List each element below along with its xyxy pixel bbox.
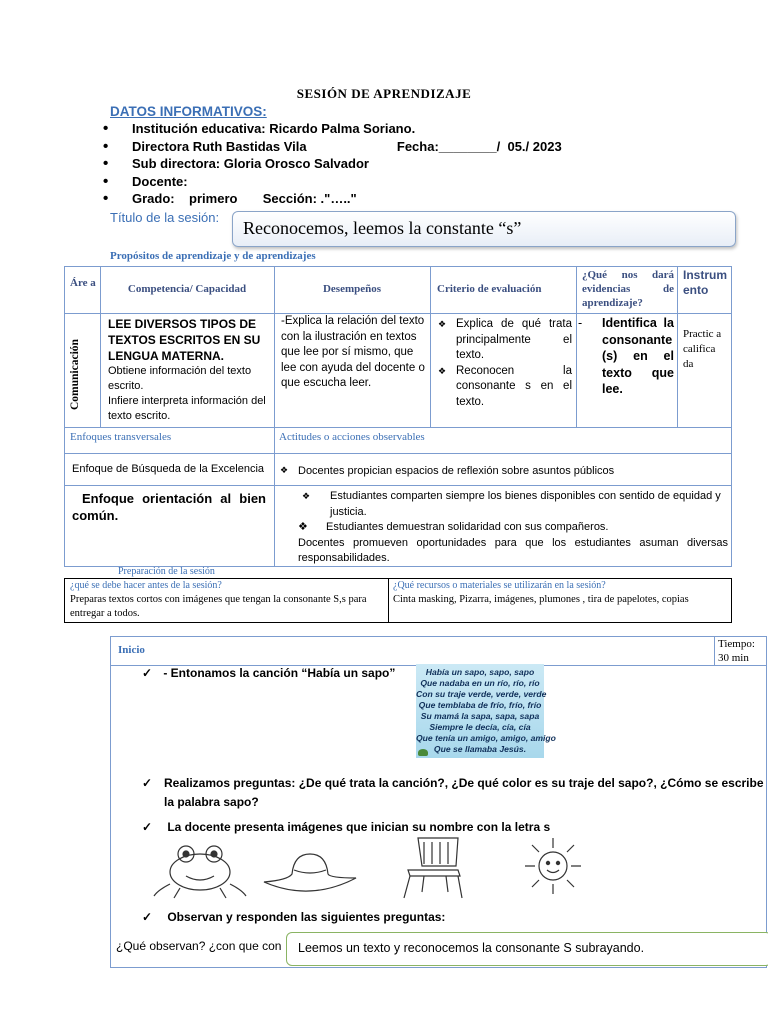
checkmark-icon: ✓ — [142, 666, 153, 680]
chair-icon — [398, 834, 468, 900]
diamond-bullet-icon: ❖ — [298, 521, 308, 533]
criterio-2: Reconocen la consonante s en el texto. — [456, 364, 572, 408]
datos-heading: DATOS INFORMATIVOS: — [110, 104, 267, 119]
frog-icon — [418, 749, 428, 756]
evidencia-cell: - Identifica la consonante (s) en el texto que lee. — [578, 316, 674, 396]
evidencia-text: Identifica la consonante (s) en el texto que lee. — [602, 316, 674, 396]
song-line: Que se llamaba Jesús. — [433, 744, 527, 754]
preparacion-a1: Preparas textos cortos con imágenes que tengan la consonante S,s para entregar a todos. — [70, 594, 367, 619]
criterio-cell — [438, 317, 572, 410]
header-area: Áre a — [70, 277, 96, 289]
header-criterio: Criterio de evaluación — [437, 283, 542, 295]
song-line: Con su traje verde, verde, verde — [416, 689, 547, 699]
song-line: Que temblaba de frío, frío, frío — [418, 700, 542, 710]
step-1: ✓ - Entonamos la canción “Había un sapo” — [142, 666, 396, 680]
enfoque-bien-comun-actions: ❖ Estudiantes comparten siempre los bienes disponibles con sentido de equidad y justicia. ❖ Estudiantes demuestran solidaridad con sus compañeros. Docentes promueven oportunidades para que los estudiantes asuman diversas responsabilidades. — [298, 490, 728, 564]
step-2: ✓ Realizamos preguntas: ¿De qué trata la canción?, ¿De qué color es su traje del sapo?, ¿Cómo se escribe la palabra sapo? — [142, 774, 768, 812]
checkmark-icon: ✓ — [142, 776, 153, 790]
competencia-title: LEE DIVERSOS TIPOS DE TEXTOS ESCRITOS EN SU LENGUA MATERNA. — [108, 317, 261, 363]
diamond-bullet-icon: ❖ — [280, 465, 289, 475]
capacidad-1: Obtiene información del texto escrito. — [108, 365, 252, 392]
preparacion-label: Preparación de la sesión — [118, 566, 215, 577]
diamond-bullet-icon: ❖ — [302, 491, 311, 501]
area-cell — [66, 318, 98, 424]
song-image — [416, 664, 556, 758]
checkmark-icon: ✓ — [142, 820, 153, 834]
area-label: Comunicación — [69, 339, 81, 410]
enfoques-header: Enfoques transversales — [70, 431, 172, 443]
header-desempenos: Desempeños — [322, 283, 382, 295]
capacidad-2: Infiere interpreta información del texto escrito. — [108, 395, 266, 422]
datos-item: • Directora Ruth Bastidas Vila Fecha:________/ 05./ 2023 — [100, 138, 562, 156]
step-4: ✓ Observan y responden las siguientes preguntas: — [142, 910, 446, 924]
header-evidencias: ¿Qué nos dará evidencias de aprendizaje? — [582, 269, 674, 309]
sun-icon — [520, 836, 586, 896]
hat-icon — [260, 848, 360, 898]
competencia-cell — [108, 316, 272, 424]
datos-item: • Institución educativa: Ricardo Palma Soriano. — [100, 120, 562, 138]
header-competencia: Competencia/ Capacidad — [127, 283, 247, 295]
preparacion-a2: Cinta masking, Pizarra, imágenes, plumones , tira de papelotes, copias — [393, 594, 689, 605]
song-line: Había un sapo, sapo, sapo — [425, 667, 535, 677]
tiempo-label: Tiempo: 30 min — [718, 638, 755, 664]
session-title-label: Título de la sesión: — [110, 210, 220, 225]
session-title-text: Reconocemos, leemos la constante “s” — [243, 218, 522, 238]
step-3: ✓ La docente presenta imágenes que inician su nombre con la letra s — [142, 820, 551, 834]
instrumento-text: Practic a califica da — [683, 328, 722, 370]
propositos-label: Propósitos de aprendizaje y de aprendizajes — [110, 250, 316, 262]
song-line: Que nadaba en un río, río, río — [420, 678, 540, 688]
song-line: Su mamá la sapa, sapa, sapa — [420, 711, 540, 721]
session-title-box — [232, 211, 736, 247]
preparacion-q1: ¿qué se debe hacer antes de la sesión? — [70, 580, 222, 591]
song-line: Que tenía un amigo, amigo, amigo — [416, 733, 556, 743]
enfoque-excelencia: Enfoque de Búsqueda de la Excelencia — [72, 463, 265, 475]
datos-item: • Docente: — [100, 173, 562, 191]
frog-icon — [150, 840, 250, 900]
diamond-bullet-icon: ❖ — [438, 365, 447, 376]
callout-text: Leemos un texto y reconocemos la consonante S subrayando. — [298, 941, 645, 955]
checkmark-icon: ✓ — [142, 910, 153, 924]
header-instrumento: Instrum ento — [683, 268, 728, 297]
actitudes-header: Actitudes o acciones observables — [279, 431, 425, 443]
criterio-1: Explica de qué trata principalmente el texto. — [456, 318, 572, 361]
step-5: ¿Qué observan? ¿con que con — [116, 939, 282, 953]
preparacion-q2: ¿Qué recursos o materiales se utilizarán en la sesión? — [393, 580, 606, 591]
enfoque-bien-comun: Enfoque orientación al bien común. — [72, 491, 266, 523]
datos-item: • Grado: primero Sección: ."….." — [100, 190, 562, 208]
page-title: SESIÓN DE APRENDIZAJE — [296, 86, 472, 101]
enfoque-excelencia-action: ❖ Docentes propician espacios de reflexión sobre asuntos públicos — [280, 465, 615, 477]
callout-box — [286, 932, 768, 966]
datos-list — [100, 120, 562, 208]
diamond-bullet-icon: ❖ — [438, 319, 447, 329]
song-line: Siempre le decía, cía, cía — [429, 722, 531, 732]
desempeno-text: -Explica la relación del texto con la ilustración en textos que lee por sí mismo, que lee con ayuda del docente o que escucha leer. — [281, 315, 425, 389]
datos-item: • Sub directora: Gloria Orosco Salvador — [100, 155, 562, 173]
inicio-label: Inicio — [118, 644, 145, 656]
